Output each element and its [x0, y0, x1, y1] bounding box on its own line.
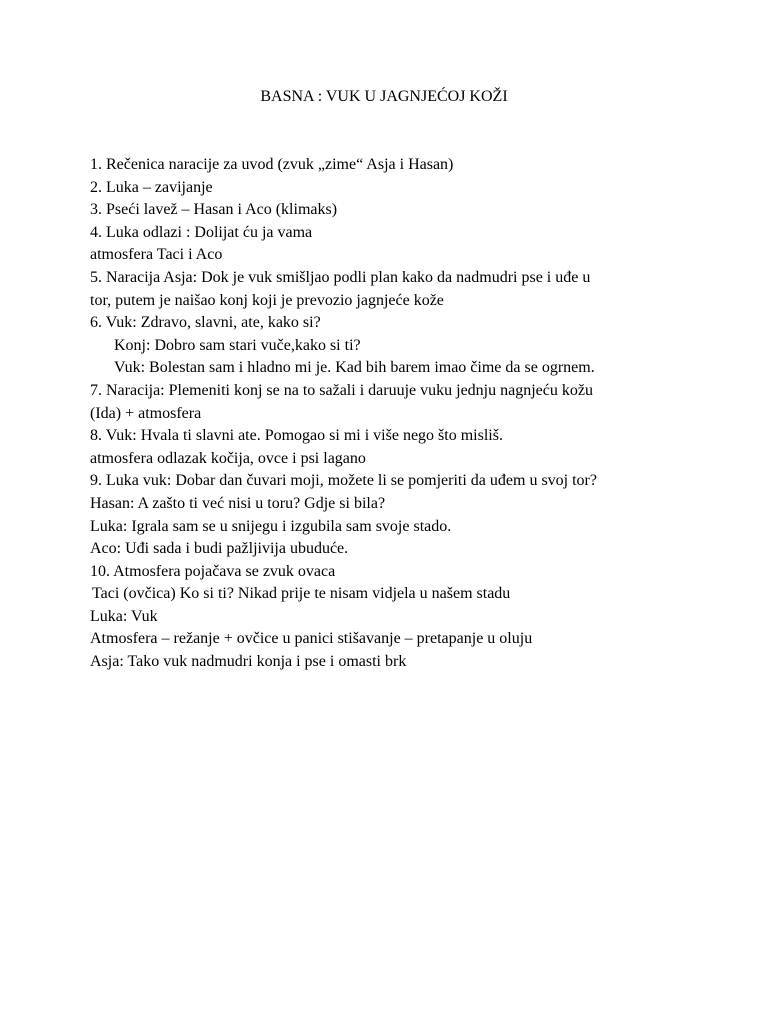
document-title: BASNA : VUK U JAGNJEĆOJ KOŽI — [260, 88, 508, 105]
script-line-13: 8. Vuk: Hvala ti slavni ate. Pomogao si mi i više nego što misliš. — [90, 427, 503, 445]
script-line-7: tor, putem je naišao konj koji je prevozio jagnjeće kože — [90, 291, 444, 309]
script-line-9: Konj: Dobro sam stari vuče,kako si ti? — [114, 336, 361, 354]
script-line-20: Taci (ovčica) Ko si ti? Nikad prije te nisam vidjela u našem stadu — [92, 585, 511, 603]
script-line-15: 9. Luka vuk: Dobar dan čuvari moji, možete li se pomjeriti da uđem u svoj tor? — [90, 472, 597, 490]
script-line-1: 1. Rečenica naracije za uvod (zvuk „zime“ Asja i Hasan) — [90, 156, 454, 173]
script-line-4: 4. Luka odlazi : Dolijat ću ja vama — [90, 223, 313, 241]
script-line-21: Luka: Vuk — [90, 607, 158, 625]
script-line-2: 2. Luka – zavijanje — [90, 178, 213, 196]
script-line-3: 3. Pseći lavež – Hasan i Aco (klimaks) — [90, 201, 338, 219]
script-line-23: Asja: Tako vuk nadmudri konja i pse i omasti brk — [90, 653, 407, 671]
script-line-22: Atmosfera – režanje + ovčice u panici stišavanje – pretapanje u oluju — [90, 630, 533, 648]
script-line-17: Luka: Igrala sam se u snijegu i izgubila sam svoje stado. — [90, 517, 452, 535]
script-line-6: 5. Naracija Asja: Dok je vuk smišljao podli plan kako da nadmudri pse i uđe u — [90, 268, 591, 286]
script-line-12: (Ida) + atmosfera — [90, 404, 202, 422]
script-line-18: Aco: Uđi sada i budi pažljivija ubuduće. — [90, 540, 349, 558]
script-line-11: 7. Naracija: Plemeniti konj se na to sažali i daruuje vuku jednju nagnjeću kožu — [90, 381, 593, 399]
script-line-10: Vuk: Bolestan sam i hladno mi je. Kad bih barem imao čime da se ogrnem. — [114, 359, 595, 377]
script-lines — [90, 154, 760, 674]
script-line-19: 10. Atmosfera pojačava se zvuk ovaca — [90, 562, 336, 580]
script-line-5: atmosfera Taci i Aco — [90, 246, 223, 264]
script-line-16: Hasan: A zašto ti već nisi u toru? Gdje si bila? — [90, 494, 386, 512]
script-line-14: atmosfera odlazak kočija, ovce i psi lagano — [90, 449, 366, 467]
script-line-8: 6. Vuk: Zdravo, slavni, ate, kako si? — [90, 314, 321, 332]
